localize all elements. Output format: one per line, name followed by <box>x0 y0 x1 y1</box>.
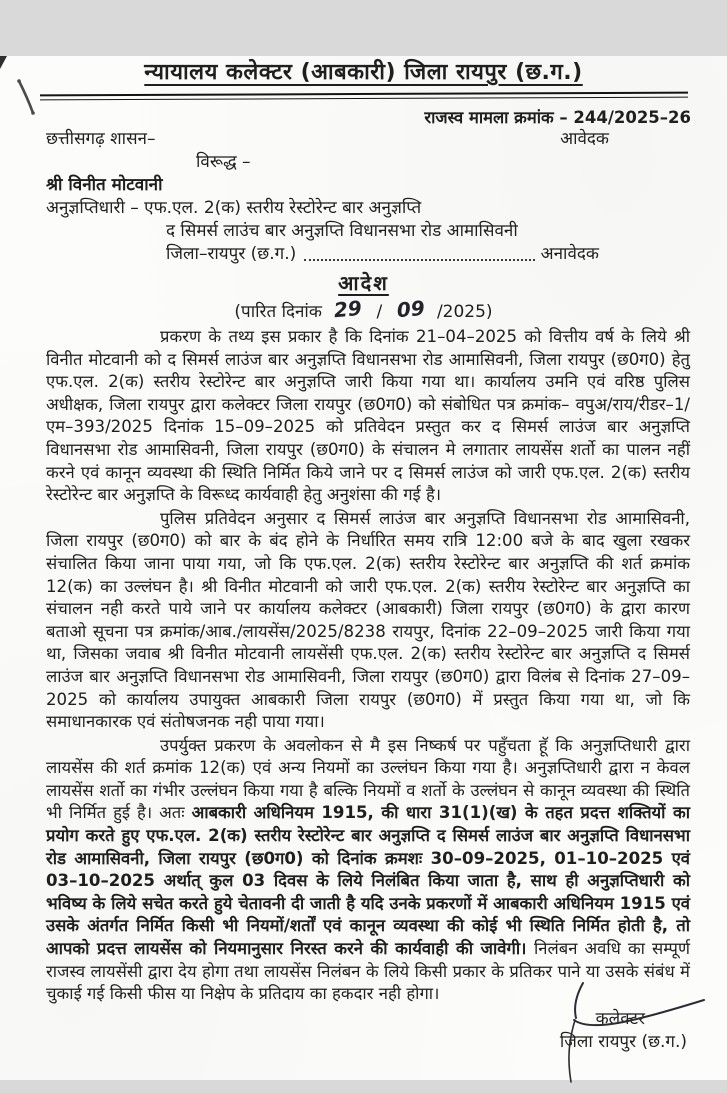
respondent-name: श्री विनीत मोटवानी <box>46 175 163 195</box>
dotted-leader <box>304 259 534 261</box>
respondent-establishment-line: द सिमर्स लाउंच बार अनुज्ञप्ति विधानसभा रोड आमासिवनी <box>166 221 518 241</box>
pen-stroke-icon <box>0 56 110 166</box>
handwritten-month: 09 <box>395 295 426 323</box>
respondent-district-row <box>166 243 599 266</box>
respondent-label: अनावेदक <box>540 244 599 264</box>
date-separator: / <box>376 302 383 322</box>
date-suffix: /2025) <box>436 302 493 322</box>
suspension-order-text: आबकारी अधिनियम 1915, की धारा 31(1)(ख) के तहत प्रदत्त शक्तियों का प्रयोग करते हुए एफ.एल. 2(क) स्तरीय रेस्टोरेन्ट बार अनुज्ञप्ति द सिमर्स लाउंज बार अनुज्ञप्ति विधानसभा रोड आमासिवनी, जिला रायपुर (छ0ग0) को दिनांक क्रमशः 30–09–2025, 01–10–2025 एवं 03–10–2025 अर्थात् कुल 03 दिवस के लिये निलंबित किया जाता है, साथ ही अनुज्ञप्तिधारी को भविष्य के लिये सचेत करते हुये चेतावनी दी जाती है यदि उनके प्रकरणों में आबकारी अधिनियम 1915 एवं उसके अंतर्गत निर्मित किसी भी नियमों/शर्तों एवं कानून व्यवस्था की कोई भी स्थिति निर्मित होती है, तो आपको प्रदत्त लायसेंस को नियमानुसार निरस्त करने की कार्यवाही की जावेगी। <box>46 803 690 959</box>
paragraph-conclusion <box>46 735 690 1006</box>
applicant-label: आवेदक <box>560 129 609 149</box>
scanned-order-document <box>0 56 727 1080</box>
header-divider <box>39 92 687 101</box>
respondent-district: जिला–रायपुर (छ.ग.) <box>166 244 297 264</box>
case-number: राजस्व मामला क्रमांक – 244/2025–26 <box>424 108 691 127</box>
order-date-line <box>0 295 727 325</box>
signature-block <box>0 1008 727 1054</box>
date-prefix: (पारित दिनांक <box>234 302 322 322</box>
conclusion-text-start: उपर्युक्त प्रकरण के अवलोकन से मै इस निष्कर्ष पर पहुँचता हूॅ कि अनुज्ञप्तिधारी द्वारा लायसेंस की शर्त क्रमांक 12(क) एवं अन्य नियमों का उल्लंघन किया गया है। अनुज्ञप्तिधारी द्वारा न केवल लायसेंस शर्तो का गंभीर उल्लंघन किया गया है बल्कि नियमों व शर्तो के उल्लंघन से कानून व्यवस्था की स्थिति भी निर्मित हुई है। अतः <box>46 735 690 823</box>
signatory-district: जिला रायपुर (छ.ग.) <box>559 1031 687 1052</box>
conclusion-text-end: निलंबन अवधि का सम्पूर्ण राजस्व लायसेंसी द्वारा देय होगा तथा लायसेंस निलंबन के लिये किसी प्रकार के प्रतिकर पाने या उसके संबंध में चुकाई गई किसी फीस या निक्षेप के प्रतिदाय का हकदार नही होगा। <box>46 939 690 1004</box>
paragraph-police-report <box>46 508 690 734</box>
page-title: न्यायालय कलेक्टर (आबकारी) जिला रायपुर (छ.ग.) <box>144 60 583 85</box>
signatory-title: कलेक्टर <box>595 1008 645 1029</box>
handwritten-day: 29 <box>333 295 364 323</box>
paragraph-facts <box>46 326 690 507</box>
order-heading: आदेश <box>338 271 389 295</box>
respondent-licensee-line: अनुज्ञप्तिधारी – एफ.एल. 2(क) स्तरीय रेस्टोरेन्ट बार अनुज्ञप्ति <box>46 198 422 218</box>
petitioner-name: छत्तीसगढ़ शासन– <box>46 129 156 149</box>
paragraph-police-report-text: पुलिस प्रतिवेदन अनुसार द सिमर्स लाउंज बार अनुज्ञप्ति विधानसभा रोड आमासिवनी, जिला रायपुर (छ0ग0) को बार के बंद होने के निर्धारित समय रात्रि 12:00 बजे के बाद खुला रखकर संचालित किया जाना पाया गया, जो कि एफ.एल. 2(क) स्तरीय रेस्टोरेन्ट बार अनुज्ञप्ति की शर्त क्रमांक 12(क) का उल्लंघन है। श्री विनीत मोटवानी को जारी एफ.एल. 2(क) स्तरीय रेस्टोरेन्ट बार अनुज्ञप्ति का संचालन नही करते पाये जाने पर कार्यालय कलेक्टर (आबकारी) जिला रायपुर (छ0ग0) के द्वारा कारण बताओ सूचना पत्र क्रमांक/आब./लायसेंस/2025/8238 रायपुर, दिनांक 22–09–2025 जारी किया गया था, जिसका जवाब श्री विनीत मोटवानी लायसेंसी एफ.एल. 2(क) स्तरीय रेस्टोरेन्ट बार अनुज्ञप्ति द सिमर्स लाउंज बार अनुज्ञप्ति विधानसभा रोड आमासिवनी, जिला रायपुर (छ0ग0) द्वारा विलंब से दिनांक 27–09–2025 को कार्यालय उपायुक्त आबकारी जिला रायपुर (छ0ग0) में प्रस्तुत किया गया था, जो कि समाधानकारक एवं संतोषजनक नही पाया गया। <box>46 508 690 732</box>
paragraph-facts-text: प्रकरण के तथ्य इस प्रकार है कि दिनांक 21–04–2025 को वित्तीय वर्ष के लिये श्री विनीत मोटवानी को द सिमर्स लाउंज बार अनुज्ञप्ति विधानसभा रोड आमासिवनी, जिला रायपुर (छ0ग0) हेतु एफ.एल. 2(क) स्तरीय रेस्टोरेन्ट बार अनुज्ञप्ति जारी किया गया था। कार्यालय उमनि एवं वरिष्ठ पुलिस अधीक्षक, जिला रायपुर द्वारा कलेक्टर जिला रायपुर (छ0ग0) को संबोधित पत्र क्रमांक– वपुअ/राय/रीडर–1/एम–393/2025 दिनांक 15–09–2025 को प्रतिवेदन प्रस्तुत कर द सिमर्स लाउंज बार अनुज्ञप्ति विधानसभा रोड आमासिवनी, जिला रायपुर (छ0ग0) के संचालन मे लगातार लायसेंस शर्तो का पालन नहीं करने एवं कानून व्यवस्था की स्थिति निर्मित किये जाने पर द सिमर्स लाउंज को जारी एफ.एल. 2(क) स्तरीय रेस्टोरेन्ट बार अनुज्ञप्ति के विरूध्द कार्यवाही हेतु अनुशंसा की गई है। <box>46 327 690 505</box>
versus-label: विरूद्ध – <box>196 152 251 172</box>
